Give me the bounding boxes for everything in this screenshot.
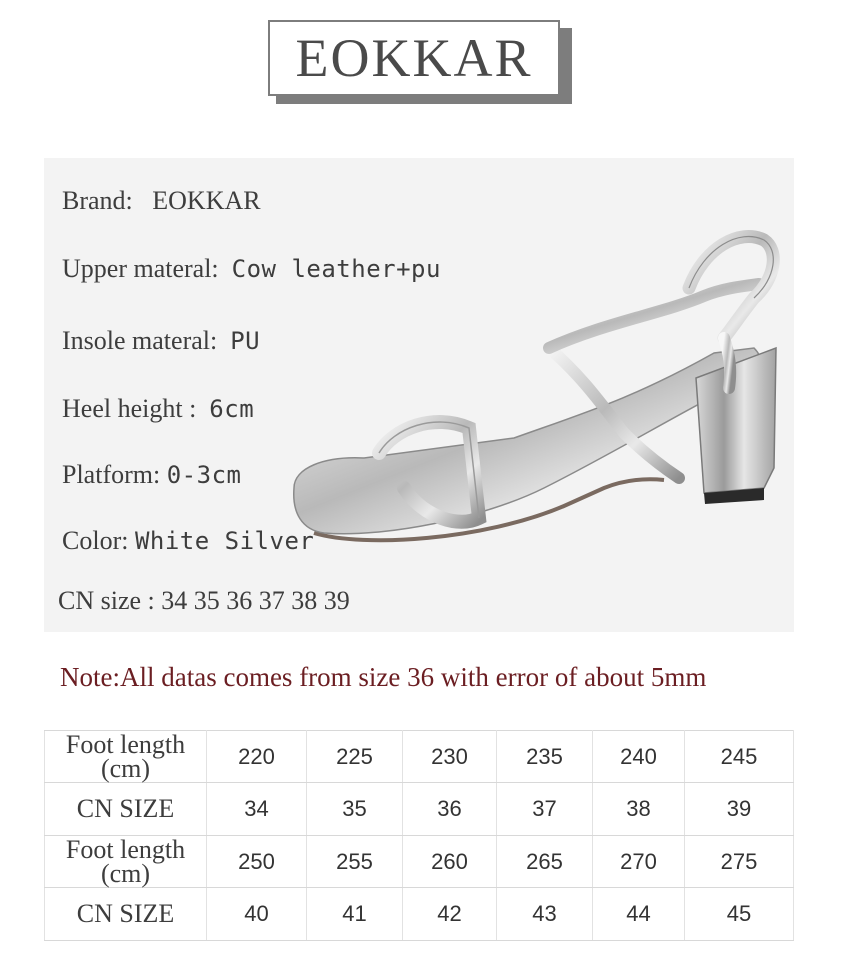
table-cell: 37 [497,783,593,836]
silver-sandal-image [284,188,784,568]
spec-insole-material-value: PU [230,327,261,355]
spec-upper-material-label: Upper materal: [62,254,219,283]
spec-platform-label: Platform: [62,460,161,489]
spec-heel-height [62,394,254,424]
table-cell: 225 [307,731,403,783]
table-cell: 41 [307,888,403,941]
row-header-line1: Foot length [65,729,186,759]
table-cell: 40 [207,888,307,941]
spec-insole-material-label: Insole materal: [62,326,218,355]
table-row [45,888,794,941]
spec-heel-height-value: 6cm [209,395,255,423]
spec-heel-height-label: Heel height : [62,394,197,423]
size-chart-table [44,730,794,941]
table-cell: 255 [307,836,403,888]
table-cell: 44 [593,888,685,941]
table-cell: 270 [593,836,685,888]
spec-brand [62,186,261,216]
table-cell: 34 [207,783,307,836]
spec-insole-material [62,326,260,356]
table-row [45,783,794,836]
spec-color [62,526,314,556]
row-header-foot-length [45,836,207,888]
spec-brand-value: EOKKAR [152,186,261,215]
spec-platform [62,460,241,490]
table-cell: 235 [497,731,593,783]
row-header-cn-size [45,783,207,836]
spec-cn-size-value: 34 35 36 37 38 39 [161,586,350,615]
table-row [45,836,794,888]
row-header-line1: CN SIZE [76,899,175,928]
table-cell: 250 [207,836,307,888]
table-cell: 260 [403,836,497,888]
spec-brand-label: Brand: [62,186,133,215]
spec-color-label: Color: [62,526,129,555]
table-row [45,731,794,783]
row-header-line1: Foot length [65,834,186,864]
spec-platform-value: 0-3cm [166,461,242,489]
row-header-foot-length [45,731,207,783]
measurement-note: Note:All datas comes from size 36 with error of about 5mm [60,662,707,692]
table-cell: 230 [403,731,497,783]
spec-cn-size-label: CN size : [58,586,155,615]
table-cell: 275 [685,836,794,888]
row-header-cn-size [45,888,207,941]
table-cell: 43 [497,888,593,941]
table-cell: 39 [685,783,794,836]
row-header-line2: (cm) [100,753,151,783]
spec-upper-material [62,254,441,284]
table-cell: 38 [593,783,685,836]
table-cell: 45 [685,888,794,941]
row-header-line2: (cm) [100,858,151,888]
table-cell: 35 [307,783,403,836]
spec-color-value: White Silver [134,527,315,555]
table-cell: 265 [497,836,593,888]
brand-logo: EOKKAR [268,20,560,96]
spec-upper-material-value: Cow leather+pu [231,255,441,283]
table-cell: 245 [685,731,794,783]
product-spec-panel [44,158,794,632]
spec-cn-size [58,586,350,616]
table-cell: 42 [403,888,497,941]
table-cell: 240 [593,731,685,783]
table-cell: 36 [403,783,497,836]
row-header-line1: CN SIZE [76,794,175,823]
table-cell: 220 [207,731,307,783]
